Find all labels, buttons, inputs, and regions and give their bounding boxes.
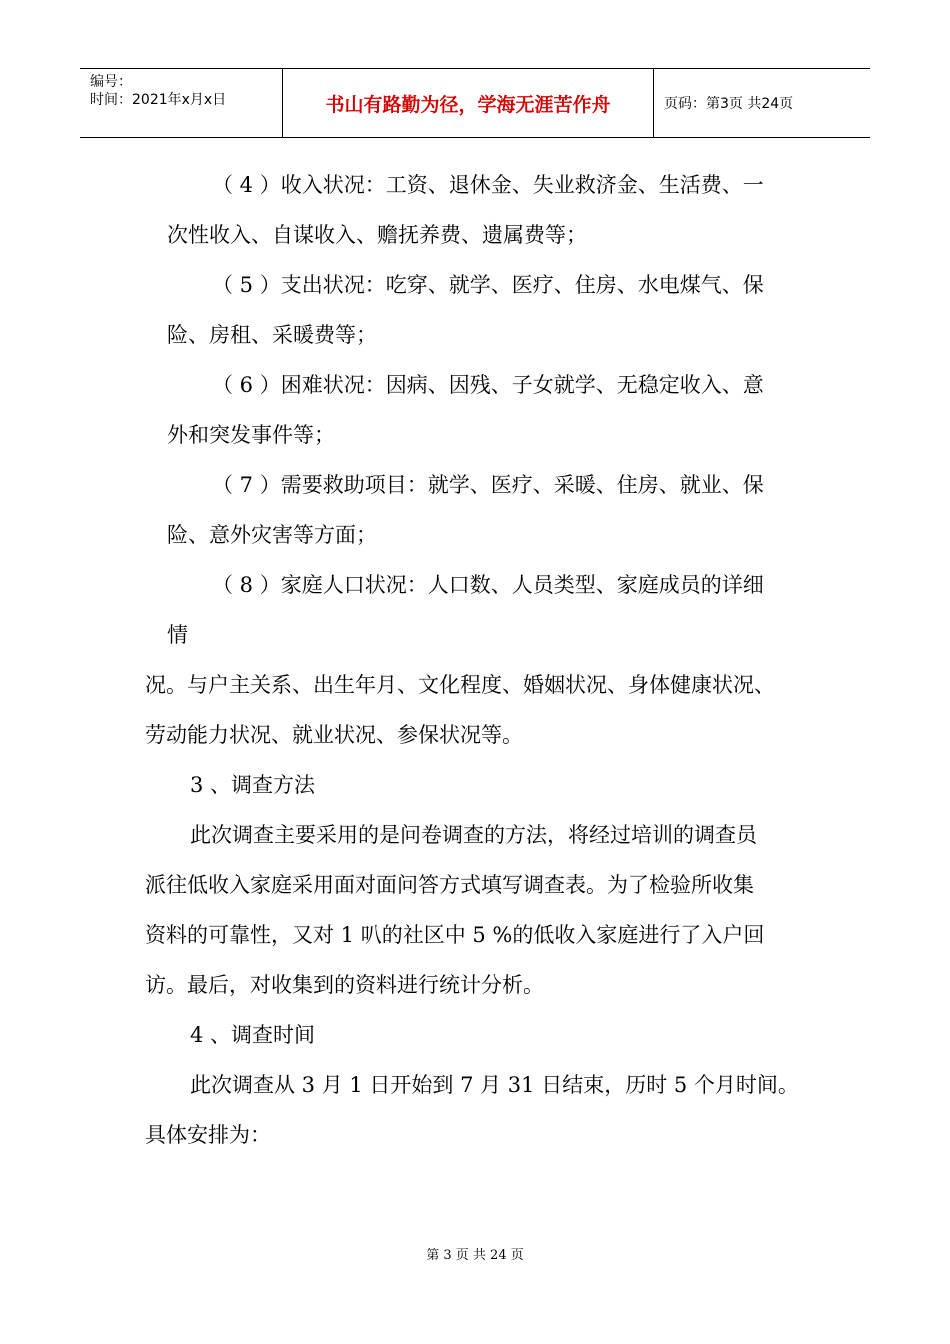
body-line: 况。与户主关系、出生年月、文化程度、婚姻状况、身体健康状况、 — [145, 673, 775, 697]
body-line: 派往低收入家庭采用面对面问答方式填写调查表。为了检验所收集 — [145, 873, 754, 897]
body-line: 资料的可靠性，又对 1 叭的社区中 5 %的低收入家庭进行了入户回 — [145, 923, 765, 947]
body-line: （ 4 ）收入状况：工资、退休金、失业救济金、生活费、一 — [212, 173, 764, 197]
body-line: 险、房租、采暖费等； — [167, 323, 377, 347]
section-heading: 4 、调查时间 — [190, 1023, 316, 1047]
body-line: （ 5 ）支出状况：吃穿、就学、医疗、住房、水电煤气、保 — [212, 273, 764, 297]
body-line: 此次调查主要采用的是问卷调查的方法，将经过培训的调查员 — [190, 823, 757, 847]
page-footer: 第 3 页 共 24 页 — [426, 1248, 524, 1263]
body-line: 劳动能力状况、就业状况、参保状况等。 — [145, 723, 523, 747]
body-line: （ 6 ）困难状况：因病、因残、子女就学、无稳定收入、意 — [212, 373, 764, 397]
header-page-info: 页码：第3页 共24页 — [664, 96, 794, 112]
section-heading: 3 、调查方法 — [190, 773, 316, 797]
header-number-label: 编号： — [90, 74, 132, 90]
body-line: 具体安排为： — [145, 1123, 271, 1147]
body-line: （ 8 ）家庭人口状况：人口数、人员类型、家庭成员的详细 — [212, 573, 764, 597]
body-line: （ 7 ）需要救助项目：就学、医疗、采暖、住房、就业、保 — [212, 473, 764, 497]
body-line: 险、意外灾害等方面； — [167, 523, 377, 547]
body-line: 访。最后，对收集到的资料进行统计分析。 — [145, 973, 544, 997]
body-line: 次性收入、自谋收入、赡抚养费、遗属费等； — [167, 223, 587, 247]
header-motto: 书山有路勤为径，学海无涯苦作舟 — [283, 69, 654, 137]
body-line: 情 — [167, 623, 188, 647]
body-line: 外和突发事件等； — [167, 423, 335, 447]
body-line: 此次调查从 3 月 1 日开始到 7 月 31 日结束，历时 5 个月时间。 — [190, 1073, 799, 1097]
header-time-label: 时间：2021年x月x日 — [90, 92, 227, 108]
